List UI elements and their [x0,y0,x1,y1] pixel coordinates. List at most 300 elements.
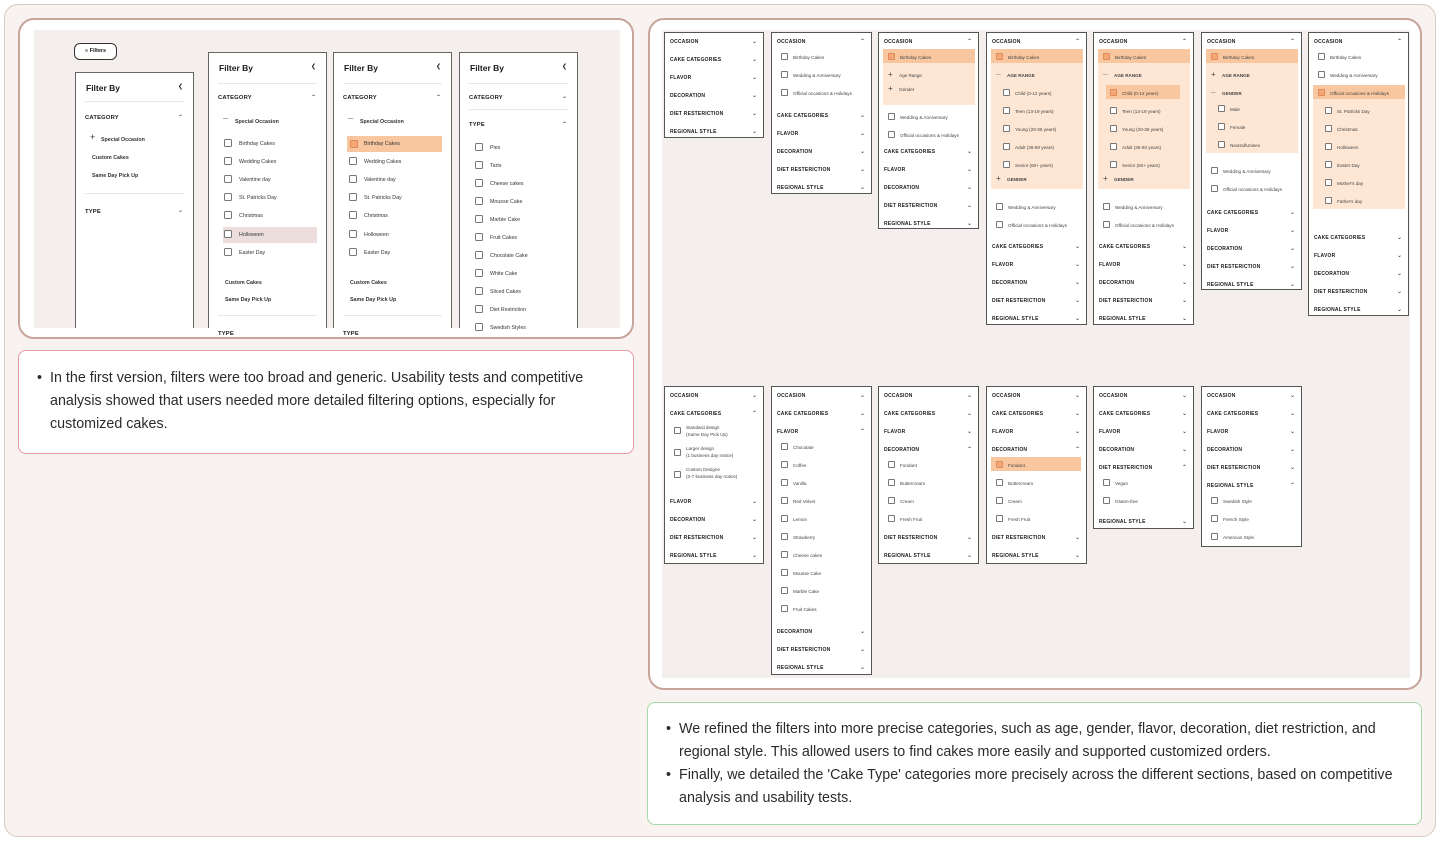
diet-header[interactable]: DIET RESTERICTION [777,167,831,173]
chevron-down-icon[interactable]: ⌄ [1396,253,1402,259]
plus-icon[interactable]: + [1103,174,1108,183]
cake-categories-header[interactable]: CAKE CATEGORIES [777,411,829,417]
chevron-down-icon[interactable]: ⌄ [966,553,972,559]
gender-header[interactable]: GENDER [1222,91,1242,96]
decoration-header[interactable]: DECORATION [777,629,813,635]
chevron-down-icon[interactable]: ⌄ [1289,282,1295,288]
chevron-up-icon[interactable]: ⌃ [1181,39,1187,45]
regional-header[interactable]: REGIONAL STYLE [1314,307,1361,313]
filters-button[interactable]: ≡ Filters [74,43,117,60]
checkbox[interactable] [781,479,788,486]
checkbox[interactable] [224,211,232,219]
custom-cakes-link[interactable]: Custom Cakes [92,155,129,161]
chevron-down-icon[interactable]: ⌄ [1181,244,1187,250]
diet-header[interactable]: DIET RESTERICTION [670,111,724,117]
checkbox[interactable] [674,449,681,456]
occasion-header[interactable]: OCCASION [777,393,806,399]
checkbox-checked[interactable] [1110,89,1117,96]
checkbox-checked[interactable] [350,140,358,148]
regional-header[interactable]: REGIONAL STYLE [1207,483,1254,489]
chevron-up-icon[interactable]: ⌃ [859,39,865,45]
cake-categories-header[interactable]: CAKE CATEGORIES [1099,244,1151,250]
minus-icon[interactable]: — [1211,90,1216,95]
checkbox[interactable] [781,515,788,522]
occasion-header[interactable]: OCCASION [1099,39,1128,45]
chevron-down-icon[interactable]: ⌄ [966,149,972,155]
checkbox[interactable] [475,269,483,277]
minus-icon[interactable]: — [1103,72,1108,77]
checkbox[interactable] [475,197,483,205]
diet-header[interactable]: DIET RESTERICTION [992,298,1046,304]
checkbox[interactable] [1103,479,1110,486]
regional-header[interactable]: REGIONAL STYLE [777,185,824,191]
chevron-down-icon[interactable]: ⌄ [751,535,757,541]
chevron-up-icon[interactable]: ⌃ [751,411,757,417]
custom-cakes-link[interactable]: Custom Cakes [225,280,262,286]
occasion-header[interactable]: OCCASION [992,393,1021,399]
chevron-down-icon[interactable]: ⌄ [1289,246,1295,252]
chevron-down-icon[interactable]: ⌄ [1181,393,1187,399]
checkbox[interactable] [1325,197,1332,204]
gender-header[interactable]: GENDER [1007,177,1027,182]
decoration-header[interactable]: DECORATION [670,93,706,99]
checkbox[interactable] [781,569,788,576]
category-header[interactable]: CATEGORY [218,95,252,101]
category-header[interactable]: CATEGORY [85,115,119,121]
flavor-header[interactable]: FLAVOR [1207,228,1229,234]
chevron-down-icon[interactable]: ⌄ [1289,393,1295,399]
checkbox[interactable] [475,161,483,169]
chevron-up-icon[interactable]: ⌃ [177,115,183,121]
chevron-down-icon[interactable]: ⌄ [1396,289,1402,295]
age-range-header[interactable]: AGE RANGE [1222,73,1250,78]
checkbox[interactable] [475,143,483,151]
checkbox[interactable] [1211,497,1218,504]
same-day-link[interactable]: Same Day Pick Up [350,297,397,303]
chevron-down-icon[interactable]: ⌄ [966,393,972,399]
chevron-down-icon[interactable]: ⌄ [859,665,865,671]
decoration-header[interactable]: DECORATION [1207,246,1243,252]
cake-categories-header[interactable]: CAKE CATEGORIES [777,113,829,119]
type-header[interactable]: TYPE [85,209,101,215]
checkbox[interactable] [224,139,232,147]
cake-categories-header[interactable]: CAKE CATEGORIES [992,411,1044,417]
regional-header[interactable]: REGIONAL STYLE [1207,282,1254,288]
checkbox[interactable] [224,248,232,256]
checkbox[interactable] [1003,143,1010,150]
chevron-down-icon[interactable]: ⌄ [966,411,972,417]
cake-categories-header[interactable]: CAKE CATEGORIES [1314,235,1366,241]
chevron-down-icon[interactable]: ⌄ [1181,316,1187,322]
flavor-header[interactable]: FLAVOR [670,499,692,505]
chevron-up-icon[interactable]: ⌃ [966,447,972,453]
gender-link[interactable]: Gender [899,87,915,92]
plus-icon[interactable]: + [90,132,96,142]
checkbox[interactable] [1318,53,1325,60]
chevron-left-icon[interactable]: ❮ [177,84,183,90]
checkbox[interactable] [1103,497,1110,504]
category-header[interactable]: CATEGORY [343,95,377,101]
chevron-down-icon[interactable]: ⌄ [1289,447,1295,453]
checkbox[interactable] [475,305,483,313]
checkbox[interactable] [781,551,788,558]
chevron-down-icon[interactable]: ⌄ [1181,519,1187,525]
checkbox[interactable] [888,461,895,468]
sub-options-bg [991,49,1083,189]
chevron-down-icon[interactable]: ⌄ [1074,411,1080,417]
option-label: Coffee [793,463,807,468]
chevron-down-icon[interactable]: ⌄ [966,185,972,191]
chevron-down-icon[interactable]: ⌄ [1074,393,1080,399]
special-occasion-link[interactable]: Special Occasion [360,119,404,125]
regional-header[interactable]: REGIONAL STYLE [670,129,717,135]
checkbox[interactable] [1325,107,1332,114]
checkbox[interactable] [349,175,357,183]
flavor-header[interactable]: FLAVOR [1314,253,1336,259]
diet-header[interactable]: DIET RESTERICTION [884,203,938,209]
chevron-down-icon[interactable]: ⌄ [966,221,972,227]
checkbox[interactable] [1211,185,1218,192]
chevron-down-icon[interactable]: ⌄ [751,93,757,99]
regional-header[interactable]: REGIONAL STYLE [992,553,1039,559]
checkbox[interactable] [674,471,681,478]
diet-header[interactable]: DIET RESTERICTION [1207,465,1261,471]
checkbox[interactable] [781,533,788,540]
checkbox[interactable] [224,230,232,238]
checkbox[interactable] [475,251,483,259]
age-range-link[interactable]: Age Range [899,73,922,78]
decoration-header[interactable]: DECORATION [670,517,706,523]
chevron-down-icon[interactable]: ⌄ [859,629,865,635]
cake-categories-header[interactable]: CAKE CATEGORIES [992,244,1044,250]
checkbox[interactable] [888,131,895,138]
option-label: Fresh Fruit [900,517,923,522]
same-day-link[interactable]: Same Day Pick Up [92,173,139,179]
chevron-left-icon[interactable]: ❮ [435,64,441,70]
checkbox[interactable] [888,515,895,522]
flavor-header[interactable]: FLAVOR [670,75,692,81]
decoration-header[interactable]: DECORATION [1207,447,1243,453]
chevron-down-icon[interactable]: ⌄ [177,208,183,214]
special-occasion-link[interactable]: Special Occasion [235,119,279,125]
flavor-header[interactable]: FLAVOR [777,429,799,435]
chevron-down-icon[interactable]: ⌄ [1074,298,1080,304]
chevron-down-icon[interactable]: ⌄ [1289,228,1295,234]
diet-header[interactable]: DIET RESTERICTION [1314,289,1368,295]
checkbox[interactable] [349,157,357,165]
type-header[interactable]: TYPE [218,331,234,337]
option-label: Young (20-35 years) [1015,127,1057,132]
chevron-up-icon[interactable]: ⌃ [1074,447,1080,453]
flavor-header[interactable]: FLAVOR [777,131,799,137]
regional-header[interactable]: REGIONAL STYLE [670,553,717,559]
checkbox[interactable] [1103,203,1110,210]
age-range-header[interactable]: AGE RANGE [1007,73,1035,78]
diet-header[interactable]: DIET RESTERICTION [1099,298,1153,304]
plus-icon[interactable]: + [888,84,893,93]
checkbox[interactable] [888,497,895,504]
checkbox[interactable] [996,203,1003,210]
regional-header[interactable]: REGIONAL STYLE [1099,316,1146,322]
chevron-up-icon[interactable]: ⌃ [859,429,865,435]
checkbox[interactable] [781,53,788,60]
chevron-left-icon[interactable]: ❮ [561,64,567,70]
decoration-header[interactable]: DECORATION [992,280,1028,286]
chevron-down-icon[interactable]: ⌄ [1289,429,1295,435]
decoration-header[interactable]: DECORATION [1314,271,1350,277]
chevron-up-icon[interactable]: ⌃ [1074,39,1080,45]
regional-header[interactable]: REGIONAL STYLE [777,665,824,671]
decoration-header[interactable]: DECORATION [777,149,813,155]
regional-header[interactable]: REGIONAL STYLE [884,221,931,227]
checkbox[interactable] [996,221,1003,228]
occasion-header[interactable]: OCCASION [1207,39,1236,45]
checkbox[interactable] [1325,125,1332,132]
custom-cakes-link[interactable]: Custom Cakes [350,280,387,286]
diet-header[interactable]: DIET RESTERICTION [884,535,938,541]
chevron-up-icon[interactable]: ⌃ [1289,39,1295,45]
occasion-header[interactable]: OCCASION [884,393,913,399]
chevron-down-icon[interactable]: ⌄ [1181,447,1187,453]
checkbox[interactable] [1318,71,1325,78]
flavor-header[interactable]: FLAVOR [1207,429,1229,435]
flavor-header[interactable]: FLAVOR [884,167,906,173]
category-header[interactable]: CATEGORY [469,95,503,101]
chevron-up-icon[interactable]: ⌃ [1289,483,1295,489]
occasion-header[interactable]: OCCASION [1099,393,1128,399]
checkbox[interactable] [1325,161,1332,168]
flavor-header[interactable]: FLAVOR [992,429,1014,435]
chevron-down-icon[interactable]: ⌄ [966,429,972,435]
checkbox[interactable] [1110,143,1117,150]
chevron-down-icon[interactable]: ⌄ [1074,553,1080,559]
checkbox[interactable] [781,497,788,504]
checkbox-checked[interactable] [996,53,1003,60]
checkbox[interactable] [888,113,895,120]
decoration-header[interactable]: DECORATION [1099,447,1135,453]
type-header[interactable]: TYPE [469,122,485,128]
chevron-down-icon[interactable]: ⌄ [1181,298,1187,304]
cake-categories-header[interactable]: CAKE CATEGORIES [884,149,936,155]
checkbox[interactable] [1218,105,1225,112]
chevron-down-icon[interactable]: ⌄ [751,111,757,117]
checkbox[interactable] [1110,125,1117,132]
chevron-down-icon[interactable]: ⌄ [1289,465,1295,471]
chevron-down-icon[interactable]: ⌄ [859,647,865,653]
chevron-up-icon[interactable]: ⌃ [966,39,972,45]
chevron-down-icon[interactable]: ⌄ [1396,307,1402,313]
panel-title: Filter By [470,63,505,73]
checkbox[interactable] [1003,89,1010,96]
checkbox[interactable] [1325,179,1332,186]
checkbox[interactable] [1218,123,1225,130]
checkbox[interactable] [888,479,895,486]
checkbox[interactable] [1211,533,1218,540]
checkbox[interactable] [1103,221,1110,228]
checkbox[interactable] [1211,515,1218,522]
checkbox[interactable] [996,479,1003,486]
checkbox[interactable] [475,215,483,223]
same-day-link[interactable]: Same Day Pick Up [225,297,272,303]
chevron-down-icon[interactable]: ⌄ [859,185,865,191]
checkbox[interactable] [1325,143,1332,150]
checkbox-checked[interactable] [1211,53,1218,60]
chevron-down-icon[interactable]: ⌄ [1181,262,1187,268]
checkbox[interactable] [781,89,788,96]
chevron-down-icon[interactable]: ⌄ [1181,411,1187,417]
checkbox[interactable] [1003,107,1010,114]
diet-header[interactable]: DIET RESTERICTION [1207,264,1261,270]
checkbox[interactable] [996,515,1003,522]
flavor-header[interactable]: FLAVOR [1099,262,1121,268]
cake-categories-header[interactable]: CAKE CATEGORIES [670,411,722,417]
checkbox[interactable] [1218,141,1225,148]
checkbox[interactable] [1110,161,1117,168]
occasion-header[interactable]: OCCASION [670,39,699,45]
checkbox[interactable] [349,211,357,219]
minus-icon[interactable]: — [348,116,354,122]
chevron-down-icon[interactable]: ⌄ [751,57,757,63]
chevron-down-icon[interactable]: ⌄ [859,393,865,399]
chevron-up-icon[interactable]: ⌃ [310,95,316,101]
checkbox[interactable] [224,193,232,201]
diet-header[interactable]: DIET RESTERICTION [670,535,724,541]
occasion-header[interactable]: OCCASION [670,393,699,399]
occasion-header[interactable]: OCCASION [992,39,1021,45]
checkbox-checked[interactable] [888,53,895,60]
decoration-header[interactable]: DECORATION [884,185,920,191]
chevron-down-icon[interactable]: ⌄ [1074,280,1080,286]
chevron-down-icon[interactable]: ⌄ [751,393,757,399]
decoration-header[interactable]: DECORATION [884,447,920,453]
regional-header[interactable]: REGIONAL STYLE [1099,519,1146,525]
chevron-down-icon[interactable]: ⌄ [751,39,757,45]
occasion-header[interactable]: OCCASION [1207,393,1236,399]
checkbox[interactable] [1003,125,1010,132]
checkbox[interactable] [1110,107,1117,114]
plus-icon[interactable]: + [888,70,893,79]
chevron-down-icon[interactable]: ⌄ [1074,535,1080,541]
checkbox[interactable] [781,605,788,612]
chevron-down-icon[interactable]: ⌄ [1396,271,1402,277]
checkbox-checked[interactable] [996,461,1003,468]
cake-categories-header[interactable]: CAKE CATEGORIES [1207,411,1259,417]
checkbox[interactable] [996,497,1003,504]
chevron-down-icon[interactable]: ⌄ [561,94,567,100]
diet-header[interactable]: DIET RESTERICTION [777,647,831,653]
chevron-left-icon[interactable]: ❮ [310,64,316,70]
checkbox[interactable] [224,157,232,165]
chevron-down-icon[interactable]: ⌄ [1396,235,1402,241]
chevron-down-icon[interactable]: ⌄ [1289,411,1295,417]
flavor-header[interactable]: FLAVOR [884,429,906,435]
chevron-up-icon[interactable]: ⌃ [561,122,567,128]
chevron-down-icon[interactable]: ⌄ [1181,280,1187,286]
checkbox[interactable] [224,175,232,183]
panel-title: Filter By [344,63,379,73]
plus-icon[interactable]: + [1211,70,1216,79]
checkbox[interactable] [349,193,357,201]
chevron-down-icon[interactable]: ⌄ [966,535,972,541]
chevron-down-icon[interactable]: ⌄ [1074,262,1080,268]
cake-categories-header[interactable]: CAKE CATEGORIES [1207,210,1259,216]
flavor-header[interactable]: FLAVOR [992,262,1014,268]
note-bullet: • We refined the filters into more precise categories, such as age, gender, flavor, decoration, diet restriction, and regional style. This allowed users to find cakes more easily and supported customized orders. [666,718,1401,764]
chevron-up-icon[interactable]: ⌃ [1181,465,1187,471]
checkbox[interactable] [475,233,483,241]
diet-header[interactable]: DIET RESTERICTION [1099,465,1153,471]
chevron-down-icon[interactable]: ⌄ [966,167,972,173]
chevron-down-icon[interactable]: ⌄ [859,411,865,417]
checkbox[interactable] [1003,161,1010,168]
chevron-down-icon[interactable]: ⌄ [751,75,757,81]
checkbox[interactable] [349,230,357,238]
special-occasion-link[interactable]: Special Occasion [101,137,145,143]
diet-header[interactable]: DIET RESTERICTION [992,535,1046,541]
chevron-down-icon[interactable]: ⌄ [859,113,865,119]
plus-icon[interactable]: + [996,174,1001,183]
checkbox[interactable] [781,587,788,594]
gender-header[interactable]: GENDER [1114,177,1134,182]
checkbox[interactable] [781,443,788,450]
checkbox[interactable] [349,248,357,256]
cake-categories-header[interactable]: CAKE CATEGORIES [670,57,722,63]
type-header[interactable]: TYPE [343,331,359,337]
cake-categories-header[interactable]: CAKE CATEGORIES [1099,411,1151,417]
checkbox[interactable] [475,323,483,331]
occasion-header[interactable]: OCCASION [1314,39,1343,45]
age-range-header[interactable]: AGE RANGE [1114,73,1142,78]
minus-icon[interactable]: — [996,72,1001,77]
chevron-down-icon[interactable]: ⌄ [859,149,865,155]
chevron-down-icon[interactable]: ⌄ [1289,210,1295,216]
occasion-header[interactable]: OCCASION [777,39,806,45]
minus-icon[interactable]: — [223,116,229,122]
checkbox[interactable] [674,427,681,434]
chevron-down-icon[interactable]: ⌄ [751,553,757,559]
option-label: Fondant [1008,463,1025,468]
chevron-down-icon[interactable]: ⌄ [751,499,757,505]
chevron-down-icon[interactable]: ⌄ [1074,244,1080,250]
checkbox[interactable] [1211,167,1218,174]
chevron-up-icon[interactable]: ⌃ [1396,39,1402,45]
chevron-down-icon[interactable]: ⌄ [1074,316,1080,322]
chevron-down-icon[interactable]: ⌄ [1181,429,1187,435]
chevron-down-icon[interactable]: ⌄ [859,167,865,173]
checkbox[interactable] [475,179,483,187]
checkbox[interactable] [781,71,788,78]
checkbox-checked[interactable] [1103,53,1110,60]
chevron-down-icon[interactable]: ⌄ [859,131,865,137]
cake-categories-header[interactable]: CAKE CATEGORIES [884,411,936,417]
option-label: Swedish Styles [490,325,526,331]
checkbox[interactable] [475,287,483,295]
flavor-header[interactable]: FLAVOR [1099,429,1121,435]
checkbox[interactable] [781,461,788,468]
regional-header[interactable]: REGIONAL STYLE [884,553,931,559]
decoration-header[interactable]: DECORATION [1099,280,1135,286]
checkbox-checked[interactable] [1318,89,1325,96]
chevron-down-icon[interactable]: ⌄ [1074,429,1080,435]
decoration-header[interactable]: DECORATION [992,447,1028,453]
occasion-header[interactable]: OCCASION [884,39,913,45]
chevron-down-icon[interactable]: ⌄ [1289,264,1295,270]
chevron-down-icon[interactable]: ⌄ [751,129,757,135]
regional-header[interactable]: REGIONAL STYLE [992,316,1039,322]
chevron-down-icon[interactable]: ⌄ [966,203,972,209]
chevron-down-icon[interactable]: ⌄ [751,517,757,523]
chevron-up-icon[interactable]: ⌃ [435,95,441,101]
